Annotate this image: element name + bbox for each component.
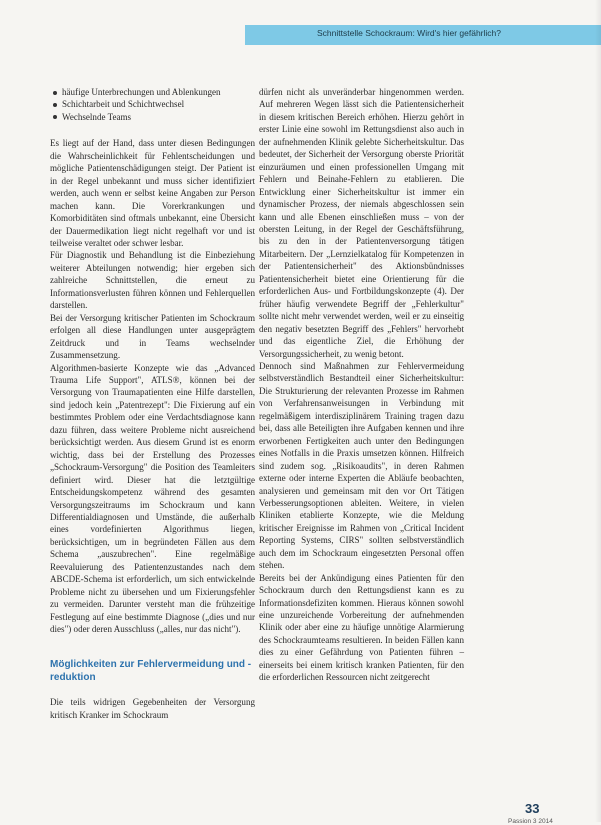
issue-info: Passion 3 2014 — [508, 818, 553, 825]
bullet-item: Wechselnde Teams — [50, 111, 255, 123]
running-header-title: Schnittstelle Schockraum: Wird's hier gefährlich? — [317, 28, 501, 38]
right-column — [259, 86, 464, 684]
section-heading: Möglichkeiten zur Fehlervermeidung und -reduktion — [50, 659, 252, 683]
body-paragraph: Bereits bei der Ankündigung eines Patienten für den Schockraum durch den Rettungsdienst kann es zu Informationsdefiziten kommen. Hieraus können sowohl eine unzureichende Vorbereitung der aufnehmenden Klinik oder aber eine zu häufige unnötige Alarmierung des Schockraumteams resultieren. In beiden Fällen kann dies zu einer Gefährdung von Patienten führen – einerseits bei einem kritisch kranken Patienten, für den die erforderlichen Ressourcen nicht zeitgerecht — [259, 572, 464, 683]
page-edge-shadow — [595, 0, 601, 822]
bullet-list — [50, 86, 255, 123]
body-paragraph: Die teils widrigen Gegebenheiten der Versorgung kritisch Kranker im Schockraum — [50, 697, 255, 720]
page-number: 33 — [525, 801, 540, 816]
left-column — [50, 86, 255, 721]
bullet-item: häufige Unterbrechungen und Ablenkungen — [50, 86, 255, 98]
running-header-bar — [245, 25, 601, 45]
body-paragraph: Es liegt auf der Hand, dass unter diesen Bedingungen die Wahrscheinlichkeit für Fehlentscheidungen und mögliche Patientenschädigungen steigt. Der Patient ist in der Regel unbekannt und muss sicher identifiziert werden, auch wenn er selbst keine Angaben zur Person machen kann. Die Vorerkrankungen und Komorbiditäten sind oftmals unbekannt, eine Übersicht der Dauermedikation liegt nicht regelhaft vor und ist teilweise veraltet oder schwer lesbar. — [50, 138, 255, 248]
body-paragraph: dürfen nicht als unveränderbar hingenommen werden. Auf mehreren Wegen lässt sich die Patientensicherheit in diesem kritischen Bereich erhöhen. Hierzu gehört in erster Linie eine sowohl im Rettungsdienst also auch in der aufnehmenden Klinik gelebte Sicherheitskultur. Das bedeutet, der Sicherheit der Versorgung oberste Priorität einzuräumen und einen professionellen Umgang mit Fehlern und Beinahe-Fehlern zu etablieren. Die Entwicklung einer Sicherheitskultur ist immer ein dynamischer Prozess, der niemals abgeschlossen sein kann und alle Ebenen einschließen muss – von der obersten Leitung, in der Regel der Geschäftsführung, bis zu den in der Patientenversorgung tätigen Mitarbeitern. Der „Lernzielkatalog für Kompetenzen in der Patientensicherheit" des Aktionsbündnisses Patientensicherheit bietet eine Orientierung für die erforderlichen Aus- und Fortbildungskonzepte (4). Der früher häufig verwendete Begriff der „Fehlerkultur" sollte nicht mehr verwendet werden, weil er zu einseitig den negativ besetzten Begriff des „Fehlers" hervorhebt und das eigentliche Ziel, die Erhöhung der Versorgungssicherheit, zu wenig betont. — [259, 87, 464, 359]
body-paragraph: Algorithmen-basierte Konzepte wie das „Advanced Trauma Life Support", ATLS®, können bei der Versorgung von Traumapatienten eine Hilfe darstellen, sind jedoch kein „Patentrezept": Die Fixierung auf ein bestimmtes Problem oder eine Verdachtsdiagnose kann dazu führen, dass weitere Probleme nicht ausreichend berücksichtigt werden. Aus diesem Grund ist es enorm wichtig, dass bei der Erstellung des Prozesses „Schockraum-Versorgung" die Position des Teamleiters definiert wird. Dieser hat die letztgültige Entscheidungskompetenz während des gesamten Versorgungszeitraums im Schockraum und kann Differentialdiagnosen und Umstände, die außerhalb eines vordefinierten Algorithmus liegen, berücksichtigen, um in begründeten Fällen aus dem Schema „auszubrechen". Eine regelmäßige Reevaluierung des Patientenzustandes nach dem ABCDE-Schema ist erforderlich, um sich entwickelnde Probleme nicht zu übersehen und um Fixierungsfehler zu vermeiden. Darunter versteht man die frühzeitige Festlegung auf eine bestimmte Diagnose („dies und nur dies") oder deren Ausschluss („alles, nur das nicht"). — [50, 362, 255, 635]
body-paragraph: Dennoch sind Maßnahmen zur Fehlervermeidung selbstverständlich Bestandteil einer Sicherheitskultur: Die Strukturierung der relevanten Prozesse im Rahmen von Verfahrensanweisungen in Verbindung mit regelmäßigem interdisziplinärem Training tragen dazu bei, dass alle Beteiligten ihre Aufgaben kennen und ihre erworbenen Fertigkeiten auch unter den Bedingungen eines Notfalls in die Praxis umsetzen können. Hilfreich sind zudem sog. „Risikoaudits", in deren Rahmen externe oder interne Experten die Abläufe beobachten, analysieren und gemeinsam mit den vor Ort Tätigen Verbesserungsoptionen ableiten. Weitere, in vielen Kliniken etablierte Konzepte, wie die Meldung kritischer Ereignisse im Rahmen von „Critical Incident Reporting Systems, CIRS" sollten selbstverständlich auch dem im Schockraum eingesetzten Personal offen stehen. — [259, 360, 464, 571]
body-paragraph: Für Diagnostik und Behandlung ist die Einbeziehung weiterer Abteilungen notwendig; hier ergeben sich zahlreiche Schnittstellen, die erneut zu Informationsverlusten führen können und Fehlerquellen darstellen. — [50, 250, 255, 311]
body-paragraph: Bei der Versorgung kritischer Patienten im Schockraum erfolgen all diese Handlungen unter ausgeprägtem Zeitdruck und in Teams wechselnder Zusammensetzung. — [50, 312, 255, 361]
bullet-item: Schichtarbeit und Schichtwechsel — [50, 98, 255, 110]
